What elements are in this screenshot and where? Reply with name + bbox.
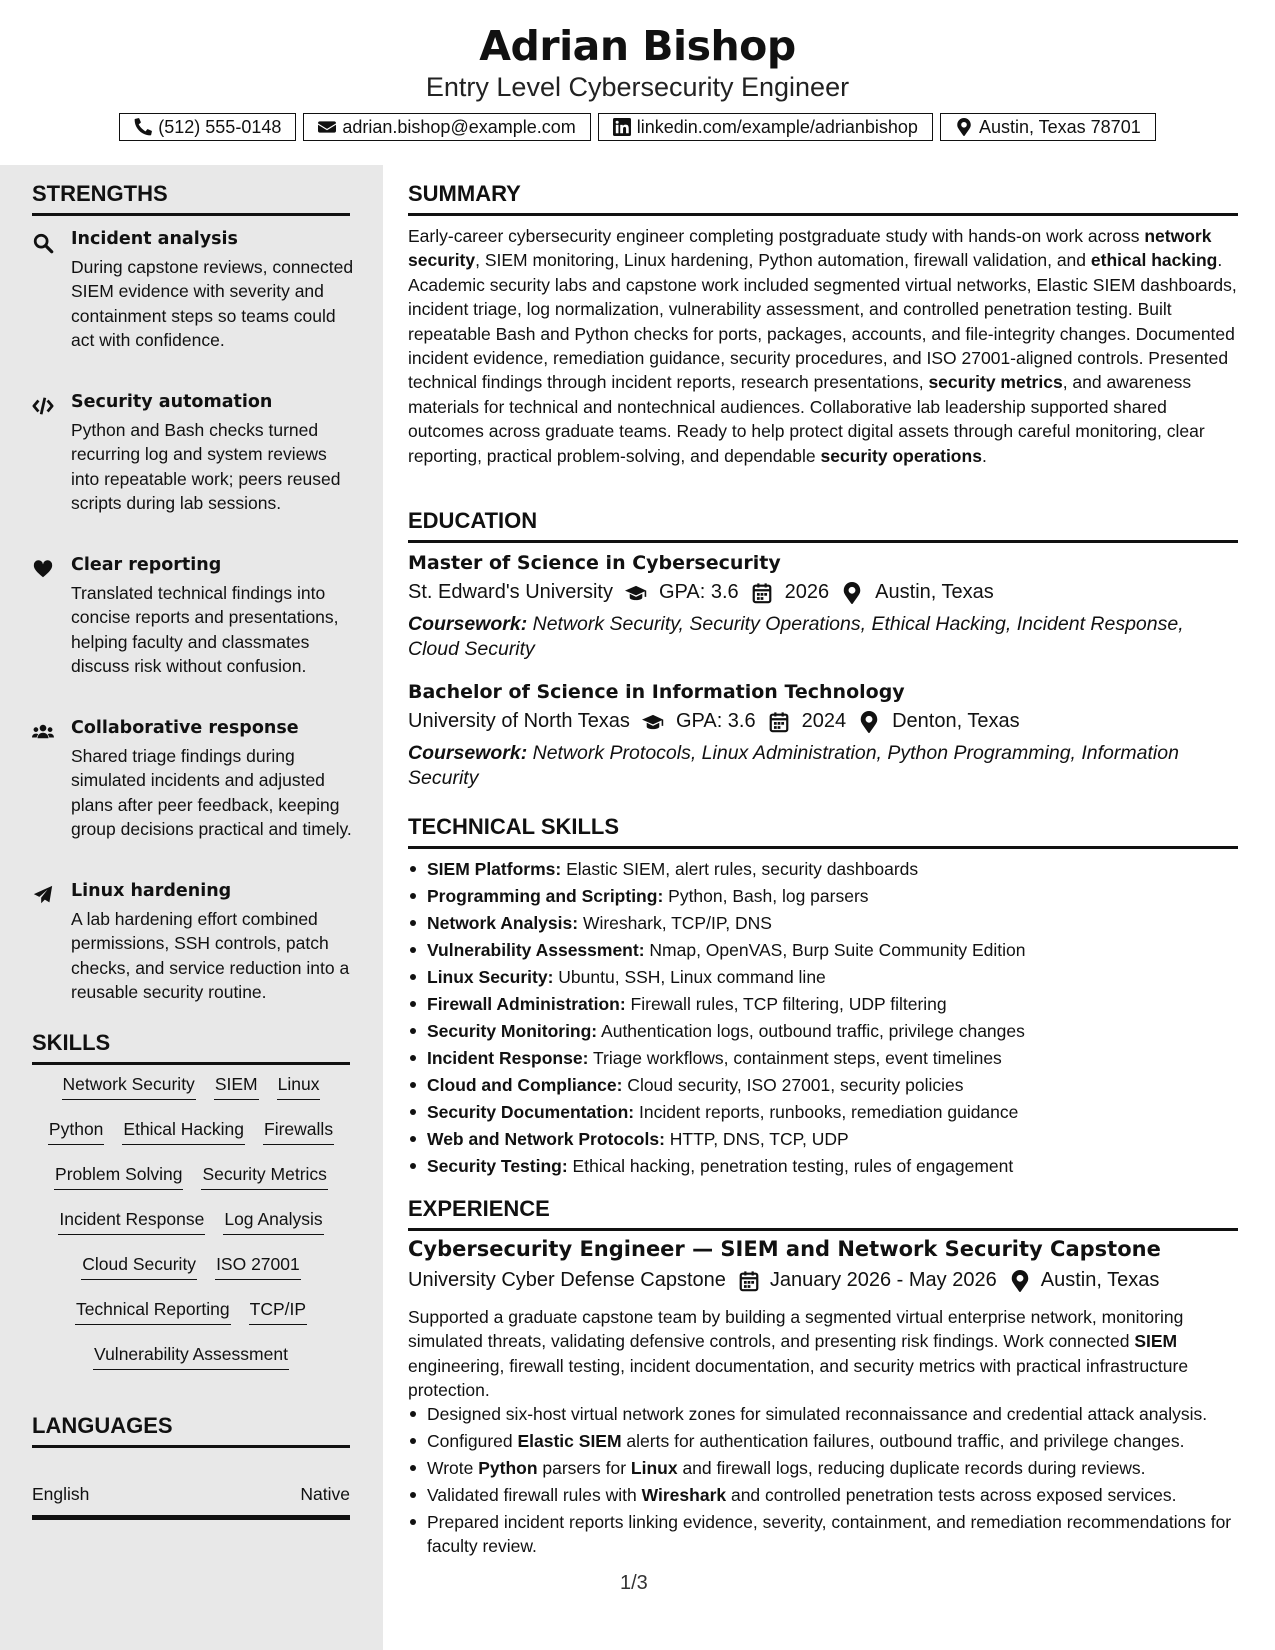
skill-row [32, 1072, 350, 1117]
skill-tag: Cloud Security [81, 1252, 197, 1280]
experience-bullet [408, 1402, 1238, 1426]
contact-email-text: adrian.bishop@example.com [342, 116, 576, 137]
job-title: Cybersecurity Engineer — SIEM and Network Security Capstone [408, 1237, 1161, 1261]
skill-tag: SIEM [214, 1072, 259, 1100]
search-icon [32, 232, 54, 254]
technical-skill-label: Network Analysis: [427, 913, 579, 933]
heart-icon [32, 558, 54, 580]
experience-heading: EXPERIENCE [408, 1196, 1238, 1231]
summary-text: Early-career cybersecurity engineer completing postgraduate study with hands-on work across [408, 226, 1145, 246]
skill-tag: ISO 27001 [215, 1252, 301, 1280]
coursework [408, 741, 1228, 790]
degree-title: Bachelor of Science in Information Technology [408, 681, 905, 703]
summary-emphasis: ethical hacking [1090, 250, 1218, 271]
map-pin-icon [858, 711, 880, 733]
job-org: University Cyber Defense Capstone [408, 1269, 726, 1291]
job-location: Austin, Texas [1040, 1269, 1160, 1291]
job-desc-text: engineering, firewall testing, incident documentation, and security metrics with practical infrastructure protection. [408, 1355, 1189, 1401]
technical-skill-value: Firewall rules, TCP filtering, UDP filtering [625, 994, 947, 1014]
bullet-text: Wrote [427, 1457, 479, 1478]
strength-desc: During capstone reviews, connected SIEM evidence with severity and containment steps so teams could act with confidence. [71, 257, 354, 351]
candidate-name: Adrian Bishop [479, 22, 796, 70]
skill-tag: Firewalls [263, 1117, 334, 1145]
degree-meta [408, 710, 1020, 733]
technical-skill-item [408, 911, 1238, 938]
contact-linkedin[interactable] [598, 113, 933, 141]
bullet-text: and firewall logs, reducing duplicate records during reviews. [677, 1457, 1146, 1478]
code-icon [32, 395, 54, 417]
language-level: Native [300, 1484, 350, 1504]
gpa: GPA: 3.6 [675, 710, 756, 732]
skill-tag: Incident Response [58, 1207, 205, 1235]
skills-heading: SKILLS [32, 1030, 350, 1065]
envelope-icon [318, 118, 336, 136]
coursework [408, 612, 1228, 661]
bullet-emphasis: Elastic SIEM [517, 1430, 622, 1451]
skill-tag: Linux [277, 1072, 321, 1100]
technical-skill-item [408, 857, 1238, 884]
technical-skill-item [408, 1046, 1238, 1073]
language-name: English [32, 1484, 90, 1504]
strengths-heading: STRENGTHS [32, 181, 350, 216]
contact-phone[interactable] [119, 113, 296, 141]
job-desc-emphasis: SIEM [1134, 1331, 1178, 1352]
bullet-text: Configured [427, 1430, 518, 1451]
technical-skill-item [408, 1100, 1238, 1127]
technical-skills-heading: TECHNICAL SKILLS [408, 814, 1238, 849]
technical-skill-item [408, 965, 1238, 992]
summary-text: , and awareness materials for technical and nontechnical audiences. Collaborative lab leadership supported shared outcomes across graduate teams. Ready to help protect digital assets through careful monitoring, clear reporting, practical problem-solving, and dependable [408, 372, 1205, 466]
technical-skill-label: Firewall Administration: [427, 994, 626, 1014]
languages-heading: LANGUAGES [32, 1413, 350, 1448]
skill-tag: Vulnerability Assessment [93, 1342, 289, 1370]
technical-skill-label: Security Documentation: [427, 1102, 635, 1122]
calendar-icon [751, 582, 773, 604]
summary-text [408, 224, 1240, 468]
bullet-emphasis: Linux [630, 1457, 678, 1478]
bullet-text: and controlled penetration tests across exposed services. [726, 1484, 1177, 1505]
technical-skill-value: Authentication logs, outbound traffic, privilege changes [597, 1021, 1025, 1041]
technical-skill-label: SIEM Platforms: [427, 859, 562, 879]
skill-row [32, 1162, 350, 1207]
strength-title: Security automation [71, 392, 273, 412]
technical-skill-value: Elastic SIEM, alert rules, security dashboards [561, 859, 919, 879]
contact-bar [0, 113, 1275, 141]
contact-linkedin-text: linkedin.com/example/adrianbishop [636, 116, 918, 137]
experience-bullet [408, 1456, 1238, 1480]
map-pin-icon [955, 118, 973, 136]
grad-year: 2026 [784, 581, 830, 603]
technical-skill-value: Ethical hacking, penetration testing, rules of engagement [567, 1156, 1014, 1176]
job-desc-text: Supported a graduate capstone team by building a segmented virtual enterprise network, monitoring simulated threats, validating defensive controls, and presenting risk findings. Work connected [408, 1307, 1184, 1352]
school-name: University of North Texas [408, 710, 630, 732]
technical-skill-value: Incident reports, runbooks, remediation guidance [634, 1102, 1019, 1122]
map-pin-icon [1009, 1270, 1031, 1292]
technical-skill-label: Security Testing: [427, 1156, 568, 1176]
contact-email[interactable] [303, 113, 590, 141]
school-location: Denton, Texas [892, 710, 1020, 732]
map-pin-icon [841, 582, 863, 604]
users-icon [32, 721, 54, 743]
technical-skill-label: Web and Network Protocols: [427, 1129, 665, 1149]
summary-text: , SIEM monitoring, Linux hardening, Python automation, firewall validation, and [475, 250, 1091, 271]
experience-bullet [408, 1510, 1238, 1559]
degree-meta [408, 581, 994, 604]
contact-phone-text: (512) 555-0148 [158, 116, 282, 137]
strength-title: Collaborative response [71, 718, 299, 738]
technical-skill-value: Wireshark, TCP/IP, DNS [578, 913, 772, 933]
technical-skill-item [408, 938, 1238, 965]
skill-row [32, 1297, 350, 1342]
skill-tag: Technical Reporting [75, 1297, 231, 1325]
contact-location-text: Austin, Texas 78701 [978, 116, 1141, 137]
technical-skill-label: Programming and Scripting: [427, 886, 664, 906]
strength-desc: A lab hardening effort combined permissions, SSH controls, patch checks, and service reduction into a reusable security routine. [71, 909, 350, 1003]
skills-cloud [32, 1072, 350, 1387]
education-heading: EDUCATION [408, 508, 1238, 543]
experience-bullet [408, 1483, 1238, 1507]
summary-emphasis: security operations [820, 445, 982, 466]
skill-row [32, 1342, 350, 1387]
bullet-text: parsers for [537, 1457, 631, 1478]
strength-desc: Translated technical findings into concise reports and presentations, helping faculty and classmates discuss risk without confusion. [71, 583, 339, 677]
summary-emphasis: security metrics [928, 372, 1063, 393]
bullet-text: Designed six-host virtual network zones for simulated reconnaissance and credential attack analysis. [427, 1404, 1208, 1424]
summary-text: . Academic security labs and capstone work included segmented virtual networks, Elastic SIEM dashboards, incident triage, log normalization, vulnerability assessment, and controlled penetration testing. Built repeatable Bash and Python checks for ports, packages, accounts, and file-integrity changes. Documented incident evidence, remediation guidance, security procedures, and ISO 27001-aligned controls. Presented technical findings through incident reports, research presentations, [408, 250, 1237, 393]
coursework-list: Network Protocols, Linux Administration, Python Programming, Information Security [408, 742, 1179, 789]
coursework-label: Coursework: [408, 742, 528, 764]
technical-skill-value: Triage workflows, containment steps, event timelines [588, 1048, 1002, 1068]
summary-emphasis: network security [408, 226, 1212, 271]
skill-tag: Log Analysis [223, 1207, 323, 1235]
technical-skill-value: Cloud security, ISO 27001, security policies [622, 1075, 964, 1095]
bullet-text: Validated firewall rules with [427, 1484, 642, 1505]
technical-skill-value: Python, Bash, log parsers [663, 886, 869, 906]
degree-title: Master of Science in Cybersecurity [408, 552, 781, 574]
skill-tag: TCP/IP [249, 1297, 307, 1325]
job-meta [408, 1269, 1159, 1292]
bullet-text: Prepared incident reports linking evidence, severity, containment, and remediation recommendations for faculty review. [427, 1511, 1232, 1557]
job-dates: January 2026 - May 2026 [769, 1269, 997, 1291]
contact-location [940, 113, 1156, 141]
skill-row [32, 1207, 350, 1252]
skill-row [32, 1252, 350, 1297]
summary-heading: SUMMARY [408, 181, 1238, 216]
technical-skill-item [408, 992, 1238, 1019]
skill-tag: Python [48, 1117, 104, 1145]
technical-skill-item [408, 884, 1238, 911]
technical-skill-value: Nmap, OpenVAS, Burp Suite Community Edition [644, 940, 1026, 960]
technical-skill-label: Incident Response: [427, 1048, 589, 1068]
technical-skill-label: Security Monitoring: [427, 1021, 598, 1041]
technical-skill-label: Vulnerability Assessment: [427, 940, 645, 960]
grad-year: 2024 [801, 710, 847, 732]
calendar-icon [738, 1270, 760, 1292]
coursework-list: Network Security, Security Operations, Ethical Hacking, Incident Response, Cloud Security [408, 613, 1184, 660]
graduation-cap-icon [625, 582, 647, 604]
skill-tag: Ethical Hacking [122, 1117, 245, 1145]
technical-skill-item [408, 1127, 1238, 1154]
paper-plane-icon [32, 884, 54, 906]
phone-icon [134, 118, 152, 136]
language-level-bar [32, 1515, 350, 1520]
page-number: 1/3 [620, 1572, 648, 1594]
calendar-icon [768, 711, 790, 733]
skill-row [32, 1117, 350, 1162]
strength-title: Incident analysis [71, 229, 238, 249]
linkedin-icon [613, 118, 631, 136]
bullet-emphasis: Python [478, 1457, 538, 1478]
skill-tag: Problem Solving [54, 1162, 183, 1190]
technical-skill-value: HTTP, DNS, TCP, UDP [664, 1129, 849, 1149]
job-title-headline: Entry Level Cybersecurity Engineer [425, 72, 850, 102]
strength-title: Clear reporting [71, 555, 222, 575]
technical-skill-item [408, 1154, 1238, 1181]
technical-skills-list [408, 857, 1238, 1181]
bullet-text: alerts for authentication failures, outbound traffic, and privilege changes. [621, 1430, 1185, 1451]
job-description [408, 1305, 1238, 1403]
strength-desc: Shared triage findings during simulated incidents and adjusted plans after peer feedback, keeping group decisions practical and timely. [71, 746, 352, 840]
technical-skill-item [408, 1019, 1238, 1046]
technical-skill-value: Ubuntu, SSH, Linux command line [553, 967, 826, 987]
language-row [32, 1484, 350, 1505]
school-location: Austin, Texas [875, 581, 994, 603]
experience-bullets [408, 1402, 1238, 1561]
bullet-emphasis: Wireshark [641, 1484, 727, 1505]
gpa: GPA: 3.6 [659, 581, 739, 603]
strength-title: Linux hardening [71, 881, 232, 901]
graduation-cap-icon [642, 711, 664, 733]
coursework-label: Coursework: [408, 613, 528, 635]
technical-skill-label: Linux Security: [427, 967, 554, 987]
technical-skill-label: Cloud and Compliance: [427, 1075, 623, 1095]
school-name: St. Edward's University [408, 581, 613, 603]
strength-desc: Python and Bash checks turned recurring log and system reviews into repeatable work; peers reused scripts during lab sessions. [71, 420, 341, 514]
experience-bullet [408, 1429, 1238, 1453]
summary-text: . [981, 445, 987, 466]
skill-tag: Network Security [62, 1072, 196, 1100]
technical-skill-item [408, 1073, 1238, 1100]
skill-tag: Security Metrics [201, 1162, 327, 1190]
